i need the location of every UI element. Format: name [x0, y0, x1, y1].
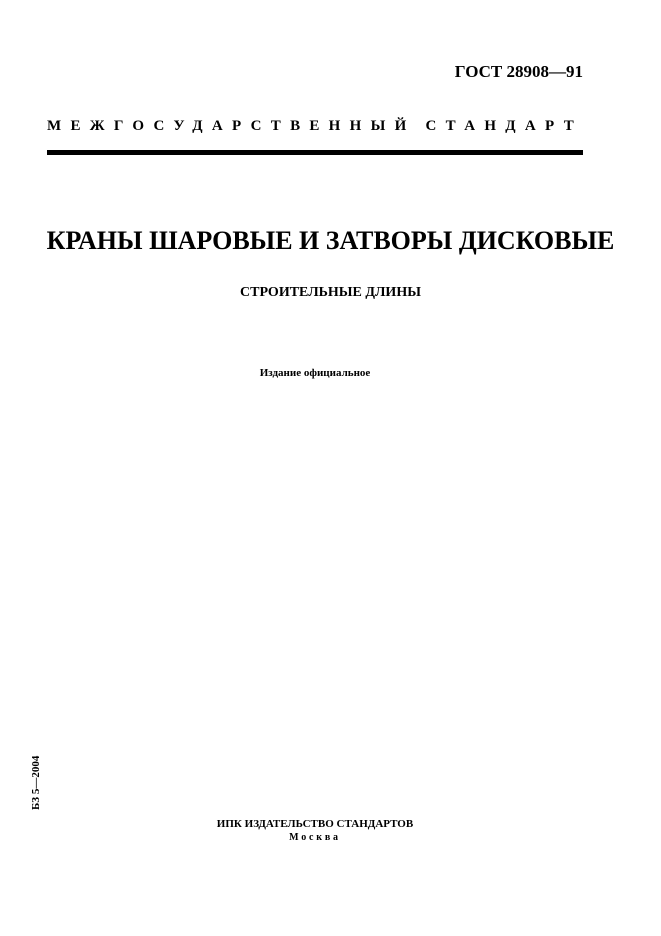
standard-number: ГОСТ 28908—91: [454, 62, 583, 81]
side-catalog-code: БЗ 5—2004: [30, 755, 42, 810]
edition-note: Издание официальное: [259, 367, 371, 379]
publisher-name: ИПК ИЗДАТЕЛЬСТВО СТАНДАРТОВ: [216, 818, 414, 830]
document-subtitle: СТРОИТЕЛЬНЫЕ ДЛИНЫ: [240, 285, 421, 300]
series-heading-word-interstate: МЕЖГОСУДАРСТВЕННЫЙ: [47, 118, 416, 134]
document-title: КРАНЫ ШАРОВЫЕ И ЗАТВОРЫ ДИСКОВЫЕ: [46, 226, 615, 255]
series-heading-word-standard: СТАНДАРТ: [425, 118, 583, 134]
heading-divider: [47, 150, 583, 155]
series-heading: [47, 118, 583, 135]
publisher-city: Москва: [289, 832, 341, 843]
